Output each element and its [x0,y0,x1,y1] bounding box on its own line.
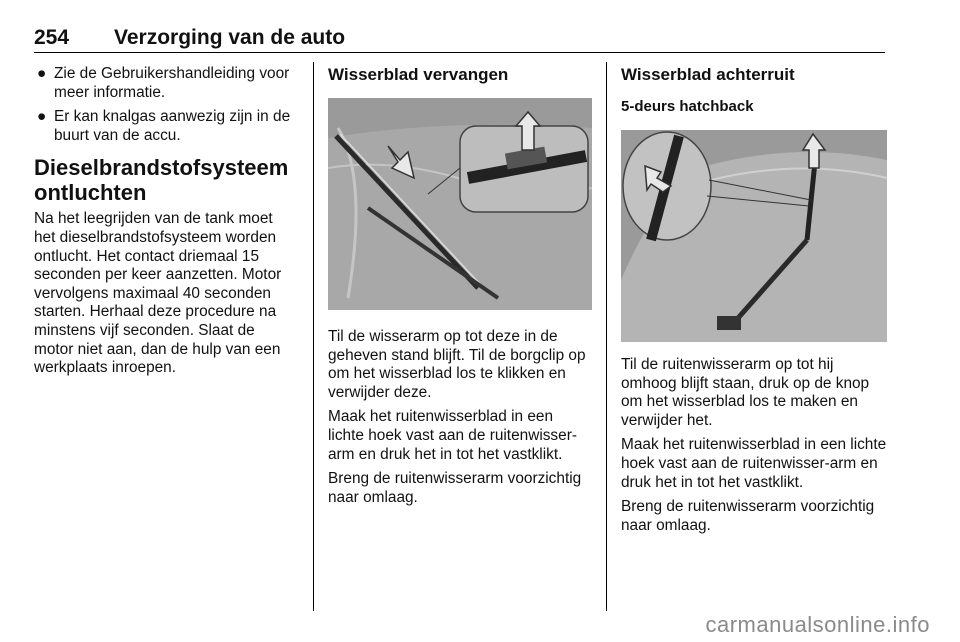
bullet-text: Zie de Gebruikershandleiding voor meer informatie. [54,65,290,101]
wiper-paragraph-3: Breng de ruitenwisserarm voorzichtig naar omlaag. [328,470,582,506]
wiper-paragraph-2: Maak het ruitenwisserblad in een lichte hoek vast aan de ruitenwisser-arm en druk het in tot het vastklikt. [328,408,577,463]
rear-wiper-illustration [621,130,887,342]
rear-wiper-paragraph-1: Til de ruitenwisserarm op tot hij omhoog blijft staan, druk op de knop om het wisserblad los te maken en verwijder het. [621,356,870,429]
column-right [621,65,887,541]
bullet-item [34,108,298,145]
watermark: carmanualsonline.info [705,612,930,637]
wiper-paragraph-1: Til de wisserarm op tot deze in de geheven stand blijft. Til de borgclip op om het wisserblad los te klikken en verwijder deze. [328,328,586,401]
section-heading-rear-wiper: Wisserblad achterruit [621,65,795,84]
column-left [34,65,298,384]
diesel-paragraph: Na het leegrijden van de tank moet het dieselbrandstofsysteem worden ontlucht. Het contact driemaal 15 seconden per keer aanzetten. Motor vervolgens maximaal 40 seconden starten. Herhaal deze procedure na minstens vijf seconden. Slaat de motor niet aan, dan de hulp van een werkplaats inroepen. [34,210,282,377]
rear-wiper-paragraph-2: Maak het ruitenwisserblad in een lichte hoek vast aan de ruitenwisser-arm en druk het in tot het vastklikt. [621,436,887,491]
column-divider-2 [606,62,607,611]
wiper-blade-illustration [328,98,592,310]
bullet-dot-icon: ● [37,65,47,82]
page-number: 254 [34,26,70,49]
subheading-hatchback: 5-deurs hatchback [621,98,754,115]
section-heading-wiper: Wisserblad vervangen [328,65,509,84]
bullet-list [34,65,298,145]
section-heading-diesel: Dieselbrandstofsysteem ontluchten [34,155,289,206]
bullet-item [34,65,298,102]
bullet-text: Er kan knalgas aanwezig zijn in de buurt van de accu. [54,108,291,144]
bullet-dot-icon: ● [37,108,47,126]
page-header [34,26,885,53]
page-title: Verzorging van de auto [114,26,346,49]
column-middle [328,65,592,513]
rear-wiper-paragraph-3: Breng de ruitenwisserarm voorzichtig naar omlaag. [621,498,875,534]
column-divider-1 [313,62,314,611]
